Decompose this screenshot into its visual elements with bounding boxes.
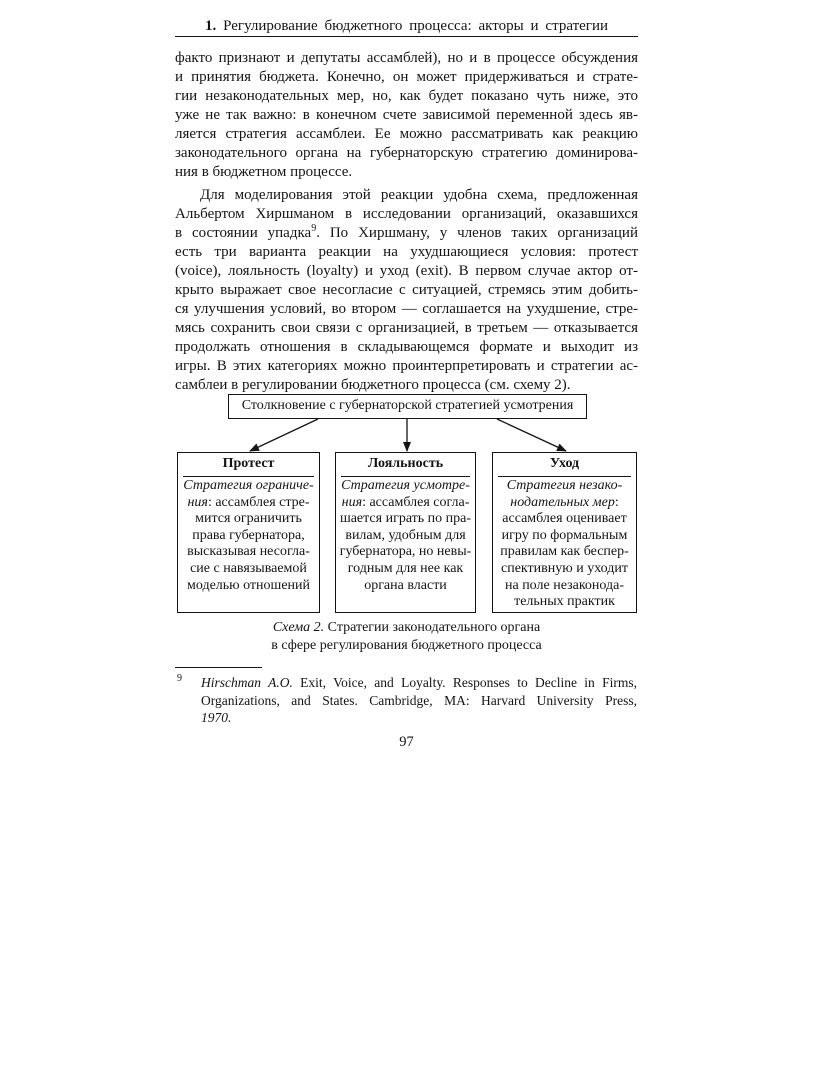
running-head-rule [175,36,638,37]
arrow-to-protest [250,419,318,451]
strategy-box-protest [177,452,320,613]
text-line: самблеи в регулировании бюджетного процесса (см. схему 2). [175,376,571,393]
chapter-number: 1. [205,18,217,34]
strategy-box-loyalty [335,452,476,613]
text-segment: . По Хиршману, у членов таких организаций [316,224,638,241]
box-text-line [336,495,475,512]
box-text [493,477,636,611]
text-segment: : ассамблея согла- [362,494,470,510]
text-line: ляется стратегия ассамблеи. Ее можно рассматривать как реакцию [175,125,638,142]
text-segment: : [614,494,619,510]
footnote-line: Organizations, and States. Cambridge, MA: Harvard University Press, [201,692,637,708]
box-title: Уход [549,456,580,471]
running-head [205,17,608,35]
caption-line [175,619,638,637]
text-line: факто признают и депутаты ассамблей), но и в процессе обсуждения [175,49,638,66]
text-line: законодательного органа на губернаторскую стратегию доминирова- [175,144,638,161]
text-line: игры. В этих категориях можно проинтерпретировать и стратегии ас- [175,357,638,374]
italic-text: Стратегия незако- [506,478,623,493]
figure-caption [175,619,638,655]
footnote-line [201,674,637,692]
italic-text: ния [187,494,208,510]
box-text-line: органа власти [364,577,447,593]
box-text-line [493,495,636,512]
box-text-line [178,495,319,512]
footnote-rule [175,667,262,668]
text-segment: Exit, Voice, and Loyalty. Responses to Decline in Firms, [292,675,637,690]
footnote-marker: 9 [177,673,182,684]
italic-text: Hirschman A.O. [201,675,293,690]
paragraph [175,186,638,395]
body-text [175,49,638,395]
italic-text: 1970. [201,710,232,725]
box-text-line: губернатора, но невы- [339,544,472,560]
box-text-line [493,478,636,495]
footnote-reference: 9 [311,222,317,234]
box-text-line: высказывая несогла- [187,544,310,560]
text-line: гии незаконодательных мер, но, как будет показано чуть ниже, это [175,87,638,104]
text-line: ния в бюджетном процессе. [175,163,353,180]
text-line: ся улучшения условий, во втором — соглашается на ухудшение, стре- [175,300,638,317]
text-segment: : ассамблея стре- [207,494,310,510]
strategy-box-exit [492,452,637,613]
text-line: (voice), лояльность (loyalty) и уход (exit). В первом случае актор от- [175,262,638,279]
footnote [201,674,637,727]
box-text-line: спективную и уходит [501,560,628,576]
box-text-line: шается играть по пра- [339,511,472,527]
text-line: Для моделирования этой реакции удобна схема, предложенная [200,186,638,203]
box-text-line: на поле незаконода- [504,577,624,593]
arrow-to-exit [497,419,566,451]
caption-line: в сфере регулирования бюджетного процесса [271,638,542,653]
text-line: уже не так важно: в конечном счете зависимой переменной здесь яв- [175,106,638,123]
box-text-line [178,478,319,495]
text-line [175,224,638,243]
box-text-line: моделью отношений [186,577,311,593]
box-text-line: тельных практик [514,594,615,610]
box-title: Протест [222,456,275,471]
italic-text: ния [341,494,363,510]
italic-text: Схема 2. [272,620,325,635]
text-segment: Стратегии законодательного органа [324,620,541,635]
box-text-line: игру по формальным [501,527,628,543]
text-line: и принятия бюджета. Конечно, он может придерживаться и страте- [175,68,638,85]
text-line: мясь сохранить свои связи с организацией, в третьем — отказывается [175,319,638,336]
box-text-line: права губернатора, [192,527,305,543]
box-text [178,477,319,594]
footnote-line [201,709,637,727]
box-text [336,477,475,594]
box-text-line [336,478,475,495]
box-text-line: ассамблея оценивает [502,511,627,527]
box-text-line: сие с навязываемой [190,560,307,576]
italic-text: нодательных мер [510,494,615,510]
chapter-title: Регулирование бюджетного процесса: акторы и стратегии [223,18,609,34]
page-number: 97 [399,734,414,750]
text-line: есть три варианта реакции на ухудшающиеся условия: протест [175,243,638,260]
text-segment: в состоянии упадка [175,224,312,241]
box-text-line: годным для нее как [347,560,464,576]
text-line: крыто выражает свое несогласие с ситуацией, стремясь этим добить- [175,281,638,298]
italic-text: Стратегия усмотре- [341,478,470,493]
diagram-top-box: Столкновение с губернаторской стратегией усмотрения [228,394,587,419]
paragraph [175,49,638,182]
box-text-line: вилам, удобным для [345,527,466,543]
text-line: Альбертом Хиршманом в исследовании организаций, оказавшихся [175,205,638,222]
italic-text: Стратегия ограниче- [183,478,314,493]
box-title: Лояльность [367,456,444,471]
box-text-line: правилам как беспер- [500,544,629,560]
text-line: продолжать отношения в складывающемся формате и выходит из [175,338,638,355]
box-text-line: мится ограничить [195,511,302,527]
